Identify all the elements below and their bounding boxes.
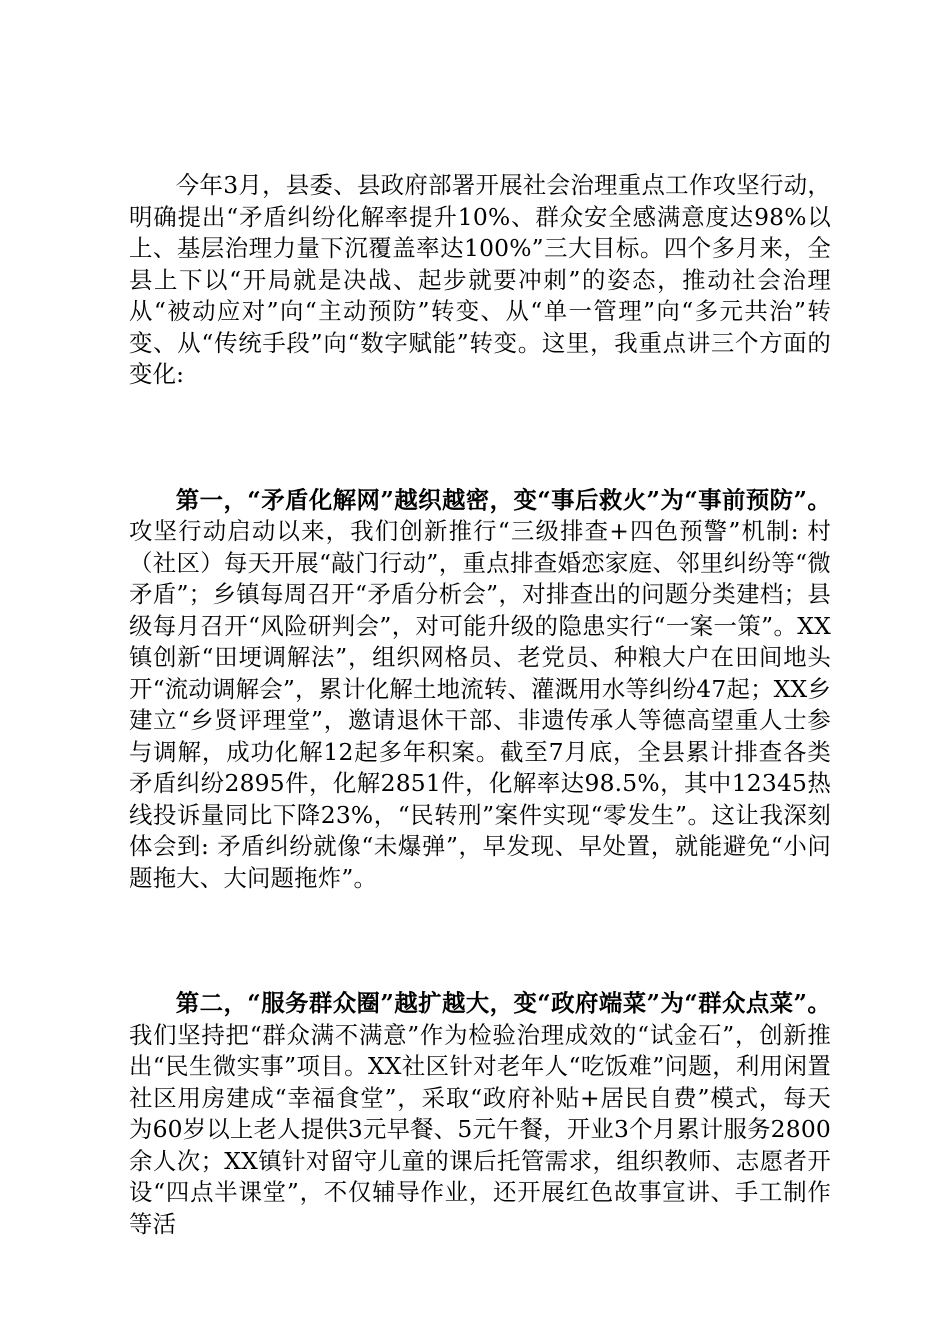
- document-page: [129, 170, 831, 1240]
- paragraph-body: 今年3月，县委、县政府部署开展社会治理重点工作攻坚行动，明确提出“矛盾纠纷化解率提升10%、群众安全感满意度达98%以上、基层治理力量下沉覆盖率达100%”三大目标。四个多月来，全县上下以“开局就是决战、起步就要冲刺”的姿态，推动社会治理从“被动应对”向“主动预防”转变、从“单一管理”向“多元共治”转变、从“传统手段”向“数字赋能”转变。这里，我重点讲三个方面的变化:: [129, 171, 831, 388]
- paragraph-intro: [129, 170, 831, 391]
- paragraph-second-point: [129, 988, 831, 1240]
- paragraph-body: 攻坚行动启动以来，我们创新推行“三级排查+四色预警”机制: 村（社区）每天开展“敲门行动”，重点排查婚恋家庭、邻里纠纷等“微矛盾”；乡镇每周召开“矛盾分析会”，对排查出的问题分类建档；县级每月召开“风险研判会”，对可能升级的隐患实行“一案一策”。XX镇创新“田埂调解法”，组织网格员、老党员、种粮大户在田间地头开“流动调解会”，累计化解土地流转、灌溉用水等纠纷47起；XX乡建立“乡贤评理堂”，邀请退休干部、非遗传承人等德高望重人士参与调解，成功化解12起多年积案。截至7月底，全县累计排查各类矛盾纠纷2895件，化解2851件，化解率达98.5%，其中12345热线投诉量同比下降23%，“民转刑”案件实现“零发生”。这让我深刻体会到: 矛盾纠纷就像“未爆弹”，早发现、早处置，就能避免“小问题拖大、大问题拖炸”。: [129, 517, 831, 892]
- paragraph-lead: 第二，“服务群众圈”越扩越大，变“政府端菜”为“群众点菜”。: [175, 989, 831, 1017]
- paragraph-lead: 第一，“矛盾化解网”越织越密，变“事后救火”为“事前预防”。: [175, 485, 831, 514]
- paragraph-body: 我们坚持把“群众满不满意”作为检验治理成效的“试金石”，创新推出“民生微实事”项目。XX社区针对老年人“吃饭难”问题，利用闲置社区用房建成“幸福食堂”，采取“政府补贴+居民自费”模式，每天为60岁以上老人提供3元早餐、5元午餐，开业3个月累计服务2800余人次；XX镇针对留守儿童的课后托管需求，组织教师、志愿者开设“四点半课堂”，不仅辅导作业，还开展红色故事宣讲、手工制作等活: [129, 1020, 831, 1238]
- paragraph-first-point: [129, 485, 831, 895]
